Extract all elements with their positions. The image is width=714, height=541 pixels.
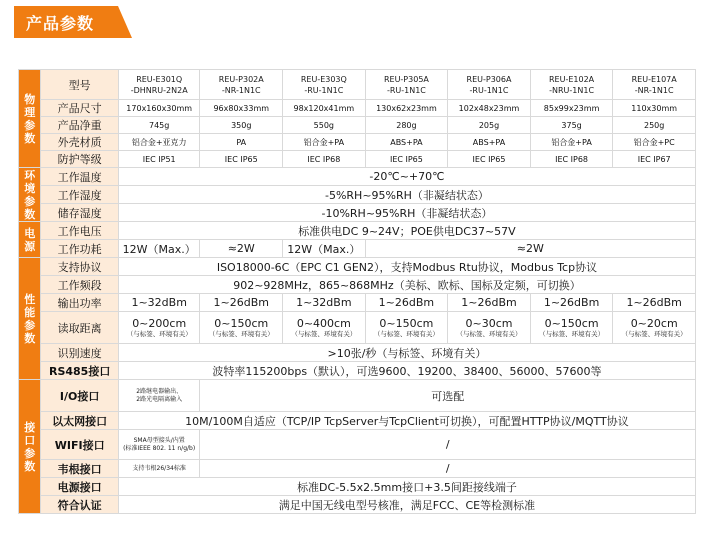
rs485-value: 波特率115200bps（默认），可选9600、19200、38400、56000、57600等 xyxy=(118,362,695,380)
output-power-cell: 1~32dBm xyxy=(283,294,366,312)
label-model: 型号 xyxy=(41,70,118,100)
humidity-value: -5%RH~95%RH（非凝结状态） xyxy=(118,186,695,204)
storage-humidity-value: -10%RH~95%RH（非凝结状态） xyxy=(118,204,695,222)
model-cell: REU-P305A -RU-1N1C xyxy=(365,70,448,100)
row-read-distance xyxy=(19,312,696,344)
category-physical xyxy=(19,70,41,168)
frequency-value: 902~928MHz，865~868MHz（美标、欧标、国标及定频，可切换） xyxy=(118,276,695,294)
weight-cell: 205g xyxy=(448,117,531,134)
label-wifi: WIFI接口 xyxy=(41,430,118,460)
row-size xyxy=(19,100,696,117)
row-certification xyxy=(19,496,696,514)
row-temperature xyxy=(19,168,696,186)
material-cell: PA xyxy=(200,134,283,151)
row-material xyxy=(19,134,696,151)
model-cell: REU-E107A -NR-1N1C xyxy=(613,70,696,100)
io-description: 2路继电器输出、 2路光电隔离输入 xyxy=(118,380,200,412)
spec-table xyxy=(18,69,696,514)
row-rs485 xyxy=(19,362,696,380)
row-storage-humidity xyxy=(19,204,696,222)
material-cell: ABS+PA xyxy=(448,134,531,151)
label-rs485: RS485接口 xyxy=(41,362,118,380)
label-size: 产品尺寸 xyxy=(41,100,118,117)
output-power-cell: 1~26dBm xyxy=(448,294,531,312)
distance-cell: 0~200cm （与标签、环境有关） xyxy=(118,312,200,344)
io-value: 可选配 xyxy=(200,380,696,412)
distance-cell: 0~150cm （与标签、环境有关） xyxy=(530,312,613,344)
voltage-value: 标准供电DC 9~24V；POE供电DC37~57V xyxy=(118,222,695,240)
row-ethernet xyxy=(19,412,696,430)
label-protocol: 支持协议 xyxy=(41,258,118,276)
protection-cell: IEC IP51 xyxy=(118,151,200,168)
label-voltage: 工作电压 xyxy=(41,222,118,240)
weight-cell: 745g xyxy=(118,117,200,134)
row-power-port xyxy=(19,478,696,496)
protection-cell: IEC IP65 xyxy=(448,151,531,168)
category-performance xyxy=(19,258,41,380)
category-interface-label: 接 口 参 数 xyxy=(24,420,36,473)
distance-cell: 0~150cm （与标签、环境有关） xyxy=(365,312,448,344)
protection-cell: IEC IP67 xyxy=(613,151,696,168)
material-cell: 铝合金+亚克力 xyxy=(118,134,200,151)
label-speed: 识别速度 xyxy=(41,344,118,362)
distance-cell: 0~30cm （与标签、环境有关） xyxy=(448,312,531,344)
row-humidity xyxy=(19,186,696,204)
weight-cell: 250g xyxy=(613,117,696,134)
size-cell: 130x62x23mm xyxy=(365,100,448,117)
output-power-cell: 1~32dBm xyxy=(118,294,200,312)
label-frequency: 工作频段 xyxy=(41,276,118,294)
category-environment-label: 环 境 参 数 xyxy=(24,168,36,221)
label-ethernet: 以太网接口 xyxy=(41,412,118,430)
size-cell: 110x30mm xyxy=(613,100,696,117)
category-power xyxy=(19,222,41,258)
section-title: 产品参数 xyxy=(26,14,95,33)
weight-cell: 280g xyxy=(365,117,448,134)
weight-cell: 550g xyxy=(283,117,366,134)
label-wiegand: 韦根接口 xyxy=(41,460,118,478)
label-weight: 产品净重 xyxy=(41,117,118,134)
category-physical-label: 物 理 参 数 xyxy=(24,92,36,145)
distance-cell: 0~20cm （与标签、环境有关） xyxy=(613,312,696,344)
model-cell: REU-E301Q -DHNRU-2N2A xyxy=(118,70,200,100)
row-wifi xyxy=(19,430,696,460)
protection-cell: IEC IP65 xyxy=(365,151,448,168)
row-speed xyxy=(19,344,696,362)
material-cell: ABS+PA xyxy=(365,134,448,151)
output-power-cell: 1~26dBm xyxy=(613,294,696,312)
protection-cell: IEC IP68 xyxy=(530,151,613,168)
category-interface xyxy=(19,380,41,514)
model-cell: REU-E102A -NRU-1N1C xyxy=(530,70,613,100)
distance-cell: 0~150cm （与标签、环境有关） xyxy=(200,312,283,344)
material-cell: 铝合金+PA xyxy=(530,134,613,151)
wiegand-value: / xyxy=(200,460,696,478)
label-temperature: 工作温度 xyxy=(41,168,118,186)
size-cell: 170x160x30mm xyxy=(118,100,200,117)
weight-cell: 375g xyxy=(530,117,613,134)
row-frequency xyxy=(19,276,696,294)
output-power-cell: 1~26dBm xyxy=(530,294,613,312)
consumption-cell: ≈2W xyxy=(200,240,283,258)
row-weight xyxy=(19,117,696,134)
model-cell: REU-P306A -RU-1N1C xyxy=(448,70,531,100)
material-cell: 铝合金+PA xyxy=(283,134,366,151)
label-protection: 防护等级 xyxy=(41,151,118,168)
size-cell: 98x120x41mm xyxy=(283,100,366,117)
wiegand-description: 支持韦根26/34标准 xyxy=(118,460,200,478)
label-power-port: 电源接口 xyxy=(41,478,118,496)
row-protection xyxy=(19,151,696,168)
label-storage-humidity: 储存湿度 xyxy=(41,204,118,222)
row-wiegand xyxy=(19,460,696,478)
row-consumption xyxy=(19,240,696,258)
output-power-cell: 1~26dBm xyxy=(365,294,448,312)
row-io xyxy=(19,380,696,412)
label-humidity: 工作湿度 xyxy=(41,186,118,204)
material-cell: 铝合金+PC xyxy=(613,134,696,151)
speed-value: >10张/秒（与标签、环境有关） xyxy=(118,344,695,362)
certification-value: 满足中国无线电型号核准，满足FCC、CE等检测标准 xyxy=(118,496,695,514)
model-cell: REU-P302A -NR-1N1C xyxy=(200,70,283,100)
category-power-label: 电 源 xyxy=(24,226,36,253)
label-certification: 符合认证 xyxy=(41,496,118,514)
label-output-power: 输出功率 xyxy=(41,294,118,312)
protocol-value: ISO18000-6C（EPC C1 GEN2），支持Modbus Rtu协议，Modbus Tcp协议 xyxy=(118,258,695,276)
size-cell: 85x99x23mm xyxy=(530,100,613,117)
model-cell: REU-E303Q -RU-1N1C xyxy=(283,70,366,100)
wifi-description: SMA母型接头/内置 (标准IEEE 802. 11 n/g/b) xyxy=(118,430,200,460)
temperature-value: -20℃~+70℃ xyxy=(118,168,695,186)
category-environment xyxy=(19,168,41,222)
row-output-power xyxy=(19,294,696,312)
protection-cell: IEC IP68 xyxy=(283,151,366,168)
row-voltage xyxy=(19,222,696,240)
row-protocol xyxy=(19,258,696,276)
row-model xyxy=(19,70,696,100)
label-read-distance: 读取距离 xyxy=(41,312,118,344)
consumption-cell: ≈2W xyxy=(365,240,695,258)
section-title-tab xyxy=(14,6,132,38)
size-cell: 96x80x33mm xyxy=(200,100,283,117)
distance-cell: 0~400cm （与标签、环境有关） xyxy=(283,312,366,344)
label-consumption: 工作功耗 xyxy=(41,240,118,258)
output-power-cell: 1~26dBm xyxy=(200,294,283,312)
label-io: I/O接口 xyxy=(41,380,118,412)
consumption-cell: 12W（Max.） xyxy=(283,240,366,258)
wifi-value: / xyxy=(200,430,696,460)
label-material: 外壳材质 xyxy=(41,134,118,151)
protection-cell: IEC IP65 xyxy=(200,151,283,168)
weight-cell: 350g xyxy=(200,117,283,134)
consumption-cell: 12W（Max.） xyxy=(118,240,200,258)
size-cell: 102x48x23mm xyxy=(448,100,531,117)
power-port-value: 标准DC-5.5x2.5mm接口+3.5间距接线端子 xyxy=(118,478,695,496)
category-performance-label: 性 能 参 数 xyxy=(24,292,36,345)
ethernet-value: 10M/100M自适应（TCP/IP TcpServer与TcpClient可切换），可配置HTTP协议/MQTT协议 xyxy=(118,412,695,430)
